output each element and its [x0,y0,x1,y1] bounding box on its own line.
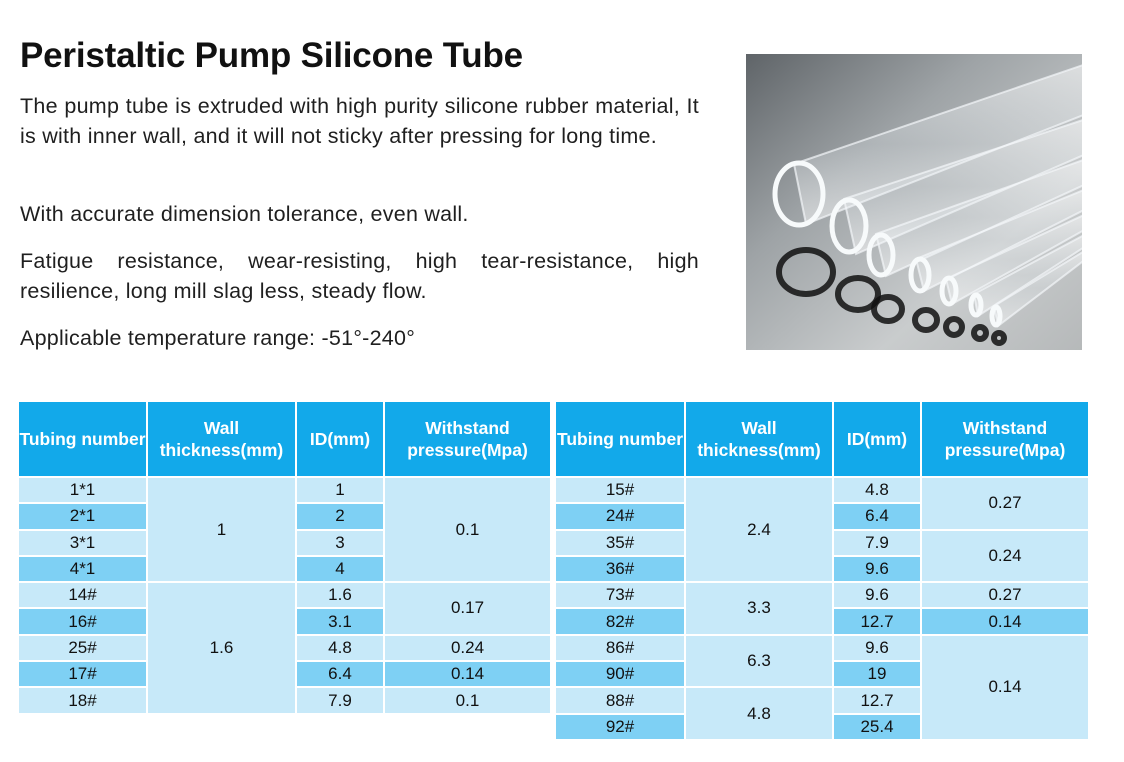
pressure-cell: 0.27 [921,582,1089,608]
tubing-number-cell: 25# [18,635,147,661]
header-wall-thickness: Wall thickness(mm) [147,401,296,477]
tubing-number-cell: 14# [18,582,147,608]
tubing-number-cell: 35# [555,530,685,556]
header-withstand-pressure: Withstand pressure(Mpa) [921,401,1089,477]
table-header-row [18,401,551,477]
id-cell: 4.8 [833,477,921,503]
tubing-number-cell: 36# [555,556,685,582]
id-cell: 3 [296,530,384,556]
table-header-row [555,401,1089,477]
wall-thickness-cell: 2.4 [685,477,833,582]
id-cell: 19 [833,661,921,687]
tubing-number-cell: 73# [555,582,685,608]
tube-spec-table-left [17,400,552,715]
tubing-number-cell: 17# [18,661,147,687]
tubing-number-cell: 2*1 [18,503,147,529]
id-cell: 9.6 [833,556,921,582]
table-row [18,477,551,503]
id-cell: 6.4 [833,503,921,529]
tubing-number-cell: 3*1 [18,530,147,556]
page-title: Peristaltic Pump Silicone Tube [20,36,523,75]
description-paragraph: The pump tube is extruded with high purity silicone rubber material, It is with inner wall, and it will not sticky after pressing for long time. [20,94,699,148]
wall-thickness-cell: 1 [147,477,296,582]
id-cell: 25.4 [833,714,921,740]
header-id: ID(mm) [833,401,921,477]
pressure-cell: 0.14 [384,661,551,687]
tubing-number-cell: 88# [555,687,685,713]
tubing-number-cell: 82# [555,608,685,634]
features-paragraph: Fatigue resistance, wear-resisting, high tear-resistance, high resilience, long mill slag less, steady flow. [20,249,699,303]
tubing-number-cell: 18# [18,687,147,713]
table-row [555,635,1089,661]
id-cell: 2 [296,503,384,529]
table-row [555,477,1089,503]
tubing-number-cell: 24# [555,503,685,529]
id-cell: 4.8 [296,635,384,661]
pressure-cell: 0.27 [921,477,1089,530]
id-cell: 3.1 [296,608,384,634]
wall-thickness-cell: 1.6 [147,582,296,713]
wall-thickness-cell: 3.3 [685,582,833,635]
wall-thickness-cell: 6.3 [685,635,833,688]
id-cell: 7.9 [833,530,921,556]
pressure-cell: 0.24 [384,635,551,661]
table-row [18,582,551,608]
pressure-cell: 0.17 [384,582,551,635]
id-cell: 1 [296,477,384,503]
wall-thickness-cell: 4.8 [685,687,833,740]
id-cell: 4 [296,556,384,582]
tubing-number-cell: 4*1 [18,556,147,582]
header-tubing-number: Tubing number [18,401,147,477]
pressure-cell: 0.1 [384,477,551,582]
table-row [555,582,1089,608]
id-cell: 6.4 [296,661,384,687]
tubing-number-cell: 90# [555,661,685,687]
id-cell: 7.9 [296,687,384,713]
id-cell: 1.6 [296,582,384,608]
header-withstand-pressure: Withstand pressure(Mpa) [384,401,551,477]
id-cell: 12.7 [833,608,921,634]
id-cell: 12.7 [833,687,921,713]
tubing-number-cell: 86# [555,635,685,661]
header-id: ID(mm) [296,401,384,477]
tubing-number-cell: 16# [18,608,147,634]
pressure-cell: 0.24 [921,530,1089,583]
temperature-paragraph: Applicable temperature range: -51°-240° [20,326,416,350]
pressure-cell: 0.14 [921,635,1089,740]
silicone-tubes-photo [746,54,1082,350]
silicone-tubes-illustration [746,54,1082,350]
tubing-number-cell: 15# [555,477,685,503]
tube-spec-table-right [554,400,1090,741]
pressure-cell: 0.14 [921,608,1089,634]
tubing-number-cell: 1*1 [18,477,147,503]
tubing-number-cell: 92# [555,714,685,740]
pressure-cell: 0.1 [384,687,551,713]
id-cell: 9.6 [833,582,921,608]
id-cell: 9.6 [833,635,921,661]
header-tubing-number: Tubing number [555,401,685,477]
tolerance-paragraph: With accurate dimension tolerance, even wall. [20,202,469,226]
header-wall-thickness: Wall thickness(mm) [685,401,833,477]
